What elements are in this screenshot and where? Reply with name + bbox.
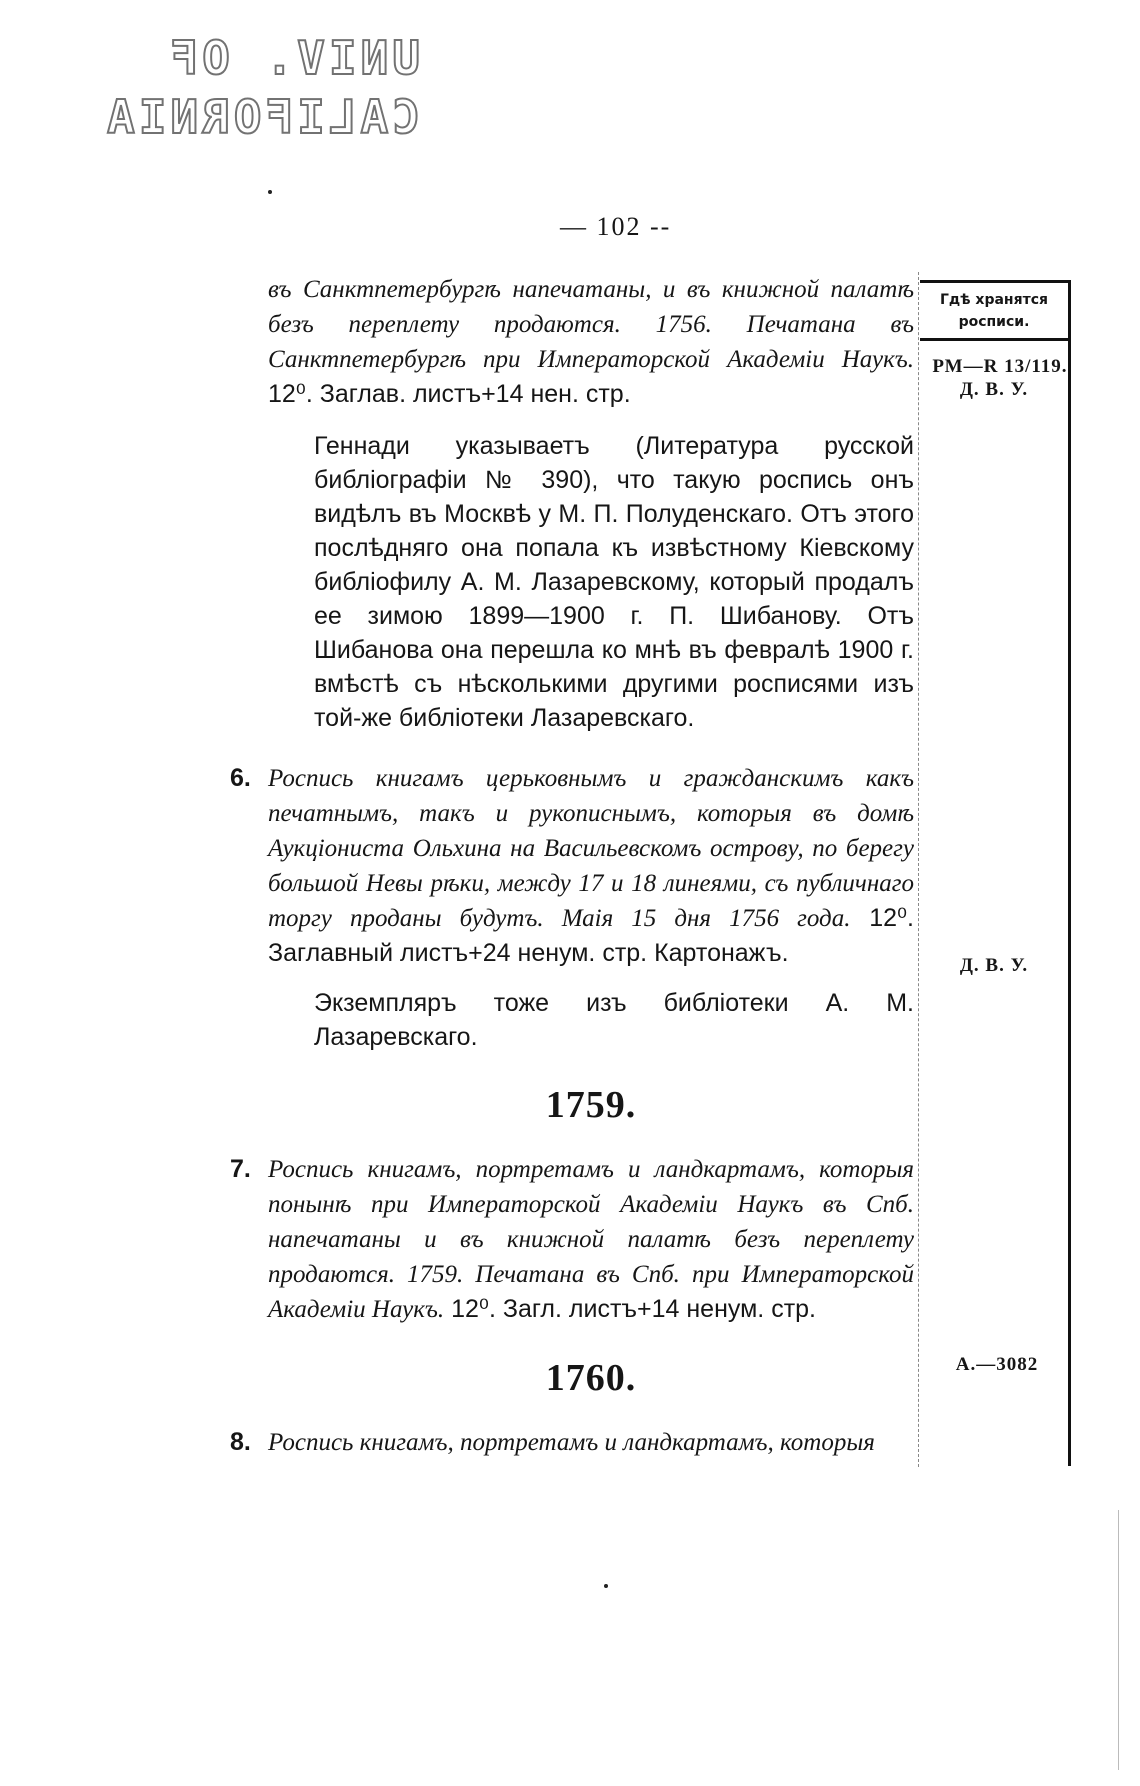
entry-details: 12⁰. Загл. листъ+14 ненум. стр.	[451, 1295, 816, 1323]
continuation-plain: 12⁰. Заглав. листъ+14 нен. стр.	[268, 380, 631, 408]
entry-title-italic: Роспись книгамъ, портретамъ и ландкартамъ, которыя понынѣ при Императорской Академіи Наукъ въ Спб. напечатаны и въ книжной палатѣ безъ переплету продаются. 1759. Печатана въ Спб. при Императорской Академіи Наукъ.	[268, 1156, 914, 1323]
stamp-line-1: UNIV. OF	[166, 31, 420, 85]
stamp-line-2: CALIFORNIA	[103, 90, 420, 144]
sidebar-header: Гдѣ хранятся росписи.	[920, 280, 1071, 341]
location-dvu-1: Д. В. У.	[959, 379, 1029, 400]
entry-number: 6.	[230, 764, 251, 792]
print-speck	[604, 1584, 608, 1588]
library-stamp	[100, 30, 420, 148]
entry-title-italic: Роспись книгамъ, портретамъ и ландкартамъ, которыя	[268, 1429, 875, 1456]
entry-title-italic: Роспись книгамъ церьковнымъ и гражданскимъ какъ печатнымъ, такъ и рукописнымъ, которыя въ домѣ Аукціониста Ольхина на Васильевскомъ острову, по берегу большой Невы рѣки, между 17 и 18 линеями, съ публичнаго торгу проданы будутъ. Маія 15 дня 1756 года.	[268, 765, 914, 932]
entry-7	[230, 1152, 914, 1327]
year-heading-1760: 1760.	[545, 1357, 637, 1399]
year-heading-1759: 1759.	[545, 1084, 637, 1126]
continuation-italic: въ Санктпетербургѣ напечатаны, и въ книжной палатѣ безъ переплету продаются. 1756. Печатана въ Санктпетербургѣ при Императорской Академіи Наукъ.	[268, 276, 914, 373]
entry-number: 8.	[230, 1428, 251, 1456]
page-edge	[1118, 1510, 1119, 1770]
main-text	[230, 272, 914, 1460]
sidebar-column	[920, 280, 1071, 1466]
continuation-paragraph	[268, 272, 914, 411]
note-lazarevsky: Экземпляръ тоже изъ библіотеки А. М. Лазаревскаго.	[314, 989, 914, 1051]
print-speck	[268, 190, 272, 194]
location-a3082: А.—3082	[955, 1354, 1039, 1375]
note-gennadi: Геннади указываетъ (Литература русской библіографіи № 390), что такую роспись онъ видѣлъ въ Москвѣ у М. П. Полуденскаго. Отъ этого послѣдняго она попала къ извѣстному Кіевскому библіофилу А. М. Лазаревскому, который продалъ ее зимою 1899—1900 г. П. Шибанову. Отъ Шибанова она перешла ко мнѣ въ февралѣ 1900 г. вмѣстѣ съ нѣсколькими другими росписями изъ той-же библіотеки Лазаревскаго.	[314, 432, 914, 732]
page-number: — 102 --	[560, 212, 672, 241]
location-rm: РМ—R 13/119.	[932, 356, 1068, 377]
sidebar-divider	[918, 272, 919, 1467]
entry-8	[230, 1425, 914, 1460]
entry-number: 7.	[230, 1155, 251, 1183]
entry-details: 12⁰. Заглавный листъ+24 ненум. стр. Картонажъ.	[268, 904, 914, 967]
location-dvu-2: Д. В. У.	[959, 955, 1029, 976]
entry-6	[230, 761, 914, 970]
